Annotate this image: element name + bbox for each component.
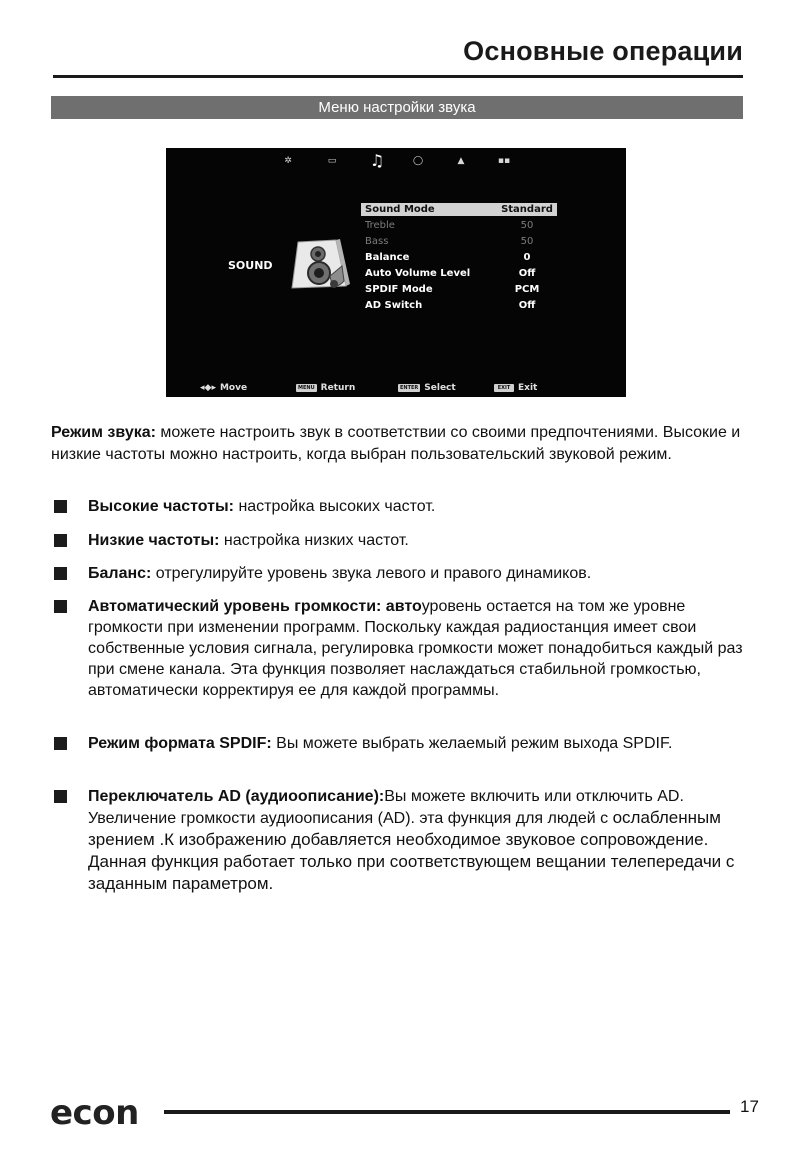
menu-row-value: Standard — [501, 204, 553, 215]
menu-row-value: 0 — [523, 252, 531, 263]
menu-row-label: AD Switch — [365, 300, 423, 311]
menu-row-label: Balance — [365, 252, 410, 263]
move-hint — [200, 381, 247, 395]
menu-row-treble[interactable] — [361, 218, 557, 234]
speaker-icon — [288, 236, 354, 292]
menu-row-spdif-mode[interactable] — [361, 282, 557, 298]
bullet-balance — [51, 563, 756, 584]
tv-sound-menu-screenshot — [166, 148, 626, 397]
bullet-term: Баланс: — [88, 565, 152, 582]
dpad-arrows-icon: ◂◆▸ — [200, 383, 216, 393]
menu-row-label: Sound Mode — [365, 204, 435, 215]
exit-hint — [494, 381, 537, 395]
econ-logo: econ — [50, 1093, 139, 1133]
bullet-bass — [51, 530, 756, 551]
menu-row-label: Auto Volume Level — [365, 268, 471, 279]
move-hint-label: Move — [219, 383, 248, 393]
menu-row-value: PCM — [514, 284, 540, 295]
bullet-text: Вы можете включить или отключить AD. Увеличение громкости аудиоописания (AD). эта функция для людей с — [88, 788, 684, 827]
section-title-bar: Меню настройки звука — [51, 96, 743, 119]
menu-row-ad-switch[interactable] — [361, 298, 557, 314]
tv-menu-footer-hints — [166, 381, 626, 395]
bullet-text: отрегулируйте уровень звука левого и правого динамиков. — [151, 565, 592, 582]
select-hint-label: Select — [424, 383, 456, 393]
bullet-term: Режим формата SPDIF: — [88, 735, 272, 752]
bullet-text: Вы можете выбрать желаемый режим выхода SPDIF. — [271, 735, 673, 752]
enter-key-icon: ENTER — [400, 385, 419, 391]
bullet-text: уровень остается на том же уровне громкости при изменении программ. Поскольку каждая радиостанция имеет свои собственные условия сигнала, регулировка громкости может понадобиться каждый раз при смене канала. Эта функция позволяет наслаждаться стабильной громкостью, автоматически корректируя ее для каждой программы. — [88, 598, 743, 699]
menu-key-icon: MENU — [298, 385, 315, 391]
menu-row-sound-mode[interactable] — [361, 203, 557, 216]
square-bullet-icon — [54, 500, 67, 513]
square-bullet-icon — [54, 534, 67, 547]
menu-row-auto-volume-level[interactable] — [361, 266, 557, 282]
bullet-term: Переключатель AD (аудиоописание): — [88, 788, 385, 805]
bullet-treble — [51, 496, 756, 517]
bullet-spdif — [51, 733, 756, 754]
square-bullet-icon — [54, 737, 67, 750]
menu-row-label: Bass — [365, 236, 389, 247]
exit-key-icon: EXIT — [494, 384, 514, 392]
bullet-term: Автоматический уровень громкости: авто — [88, 598, 422, 615]
return-hint — [296, 381, 355, 395]
menu-row-label: SPDIF Mode — [365, 284, 433, 295]
menu-row-value: Off — [518, 300, 536, 311]
menu-row-value: Off — [518, 268, 536, 279]
lock-icon[interactable]: ▲ — [457, 156, 465, 166]
menu-row-balance[interactable] — [361, 250, 557, 266]
title-divider — [53, 75, 743, 78]
sound-category-label: SOUND — [228, 259, 273, 272]
footer-divider — [164, 1110, 730, 1114]
square-bullet-icon — [54, 567, 67, 580]
clock-icon[interactable]: ◯ — [412, 156, 424, 166]
bullet-text-continued: ослабленным зрением .К изображению добавляется необходимое звуковое сопровождение. Данная функция работает только при соответствующем вещании телепередачи с заданным параметром. — [88, 808, 735, 893]
exit-hint-label: Exit — [518, 383, 538, 393]
bullet-auto-volume — [51, 596, 756, 701]
bullet-term: Низкие частоты: — [88, 532, 220, 549]
intro-term: Режим звука: — [51, 424, 156, 441]
settings-icon[interactable]: ✲ — [284, 156, 292, 166]
page-number: 17 — [740, 1097, 759, 1116]
sound-settings-list — [361, 203, 557, 314]
return-hint-label: Return — [320, 383, 356, 393]
menu-row-value: 50 — [520, 236, 534, 247]
intro-paragraph — [51, 422, 751, 466]
bullet-term: Высокие частоты: — [88, 498, 234, 515]
picture-icon[interactable]: ▭ — [327, 156, 337, 166]
menu-row-value: 50 — [520, 220, 534, 231]
menu-row-label: Treble — [365, 220, 395, 231]
bullet-text: настройка низких частот. — [219, 532, 409, 549]
square-bullet-icon — [54, 790, 67, 803]
intro-text: можете настроить звук в соответствии со своими предпочтениями. Высокие и низкие частоты можно настроить, когда выбран пользовательский звуковой режим. — [51, 424, 741, 463]
select-hint — [398, 381, 456, 395]
bullet-ad-switch — [51, 786, 756, 895]
apps-icon[interactable]: ▪▪ — [497, 156, 511, 166]
page-title: Основные операции — [463, 36, 743, 66]
square-bullet-icon — [54, 600, 67, 613]
menu-row-bass[interactable] — [361, 234, 557, 250]
music-note-icon[interactable]: ♫ — [369, 151, 385, 170]
tv-menu-tabs — [166, 152, 626, 172]
bullet-text: настройка высоких частот. — [234, 498, 436, 515]
